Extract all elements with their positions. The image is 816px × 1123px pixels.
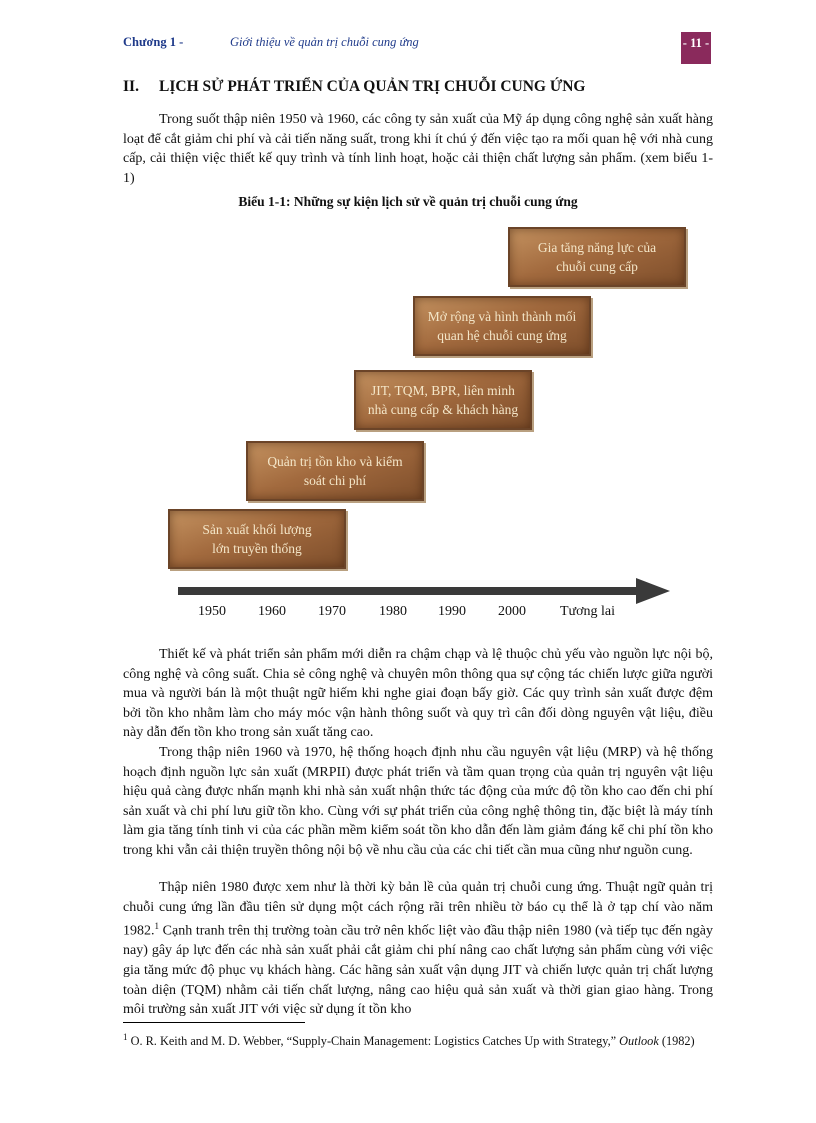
timeline-arrow bbox=[178, 578, 670, 604]
step-label: Sản xuất khối lượng lớn truyền thống bbox=[202, 522, 312, 556]
paragraph-1: Trong suốt thập niên 1950 và 1960, các công ty sản xuất của Mỹ áp dụng công nghệ sản xuất hàng loạt để cắt giảm chi phí và cải tiến năng suất, trong khi ít chú ý đến việc tạo ra mối quan hệ với nhà cung cấp, cải thiện việc thiết kế quy trình và tính linh hoạt, hoặc cải thiện chất lượng sản phẩm. (xem biểu 1-1) bbox=[123, 112, 713, 186]
footnote-divider bbox=[123, 1022, 305, 1023]
figure-title: Biểu 1-1: Những sự kiện lịch sử về quản trị chuỗi cung ứng bbox=[238, 194, 578, 209]
section-number: II. bbox=[123, 78, 139, 95]
paragraph-3: Trong thập niên 1960 và 1970, hệ thống hoạch định nhu cầu nguyên vật liệu (MRP) và hệ thống hoạch định nguồn lực sản xuất (MRPII) được phát triển và tầm quan trọng của quản trị nguyên vật liệu hiệu quả càng được nhấn mạnh khi nhà sản xuất nhận thức tác động của mức độ tồn kho cao đến chi phí sản xuất và chi phí lưu giữ tồn kho. Cùng với sự phát triển của công nghệ thông tin, đặc biệt là máy tính làm gia tăng tính tinh vi của các phần mềm kiểm soát tồn kho dẫn đến làm giảm đáng kể chi phí tồn kho trong khi vẫn cải thiện truyền thông nội bộ về nhu cầu của các chi tiết cần mua cũng như nguồn cung. bbox=[123, 745, 713, 858]
timeline-step-2 bbox=[246, 441, 424, 501]
step-label: Quản trị tồn kho và kiểm soát chi phí bbox=[267, 454, 403, 488]
footnote-text-a: O. R. Keith and M. D. Webber, “Supply-Chain Management: Logistics Catches Up with Strategy,” bbox=[127, 1034, 620, 1049]
chapter-label: Chương 1 - bbox=[123, 35, 184, 49]
timeline-year: 1980 bbox=[379, 604, 407, 619]
timeline-year: Tương lai bbox=[560, 604, 616, 619]
step-label: JIT, TQM, BPR, liên minh nhà cung cấp & khách hàng bbox=[367, 383, 519, 417]
footnote-text-b: (1982) bbox=[658, 1034, 695, 1049]
footnote bbox=[123, 1032, 695, 1049]
chapter-title: Giới thiệu về quản trị chuỗi cung ứng bbox=[230, 35, 419, 49]
page-header bbox=[123, 32, 711, 56]
timeline-step-3 bbox=[354, 370, 532, 430]
timeline-year: 1960 bbox=[258, 604, 286, 619]
paragraph-2: Thiết kế và phát triển sản phẩm mới diễn ra chậm chạp và lệ thuộc chủ yếu vào nguồn lực nội bộ, công nghệ và công suất. Chia sẻ công nghệ và chuyên môn thông qua sự cộng tác chiến lược giữa người mua và người bán là một thuật ngữ hiếm khi nghe giai đoạn bấy giờ. Các quy trình sản xuất được đệm bởi tồn kho nhằm làm cho máy móc vận hành thông suốt và quy trì cân đối dòng nguyên vật liệu, điều này dẫn đến tồn kho trong sản xuất tăng cao. bbox=[123, 647, 713, 741]
timeline-year: 1990 bbox=[438, 604, 466, 619]
timeline-step-4 bbox=[413, 296, 591, 356]
timeline-year: 1970 bbox=[318, 604, 346, 619]
footnote-ref: 1 bbox=[154, 921, 159, 932]
section-title: LỊCH SỬ PHÁT TRIỂN CỦA QUẢN TRỊ CHUỖI CUNG ỨNG bbox=[159, 78, 586, 95]
step-label: Gia tăng năng lực của chuỗi cung cấp bbox=[537, 240, 657, 274]
step-label: Mở rộng và hình thành mối quan hệ chuỗi cung ứng bbox=[427, 309, 577, 343]
page-number: - 11 - bbox=[681, 32, 711, 64]
paragraph-4-part-a: Thập niên 1980 được xem như là thời kỳ bản lề của quản trị chuỗi cung ứng. Thuật ngữ quản trị chuỗi cung ứng lần đầu tiên sử dụng một cách rộng rãi trên nhiều tờ báo cụ thể là ở tạp chí vào năm 1982. bbox=[123, 880, 713, 939]
paragraph-4 bbox=[123, 878, 713, 1020]
timeline-year: 1950 bbox=[198, 604, 226, 619]
footnote-journal: Outlook bbox=[619, 1034, 659, 1049]
timeline-step-5 bbox=[508, 227, 686, 287]
section-heading bbox=[123, 78, 585, 96]
paragraph-4-part-b: Cạnh tranh trên thị trường toàn cầu trở nên khốc liệt vào đầu thập niên 1980 (và tiếp tục đến ngày nay) gây áp lực đến các nhà sản xuất phải cắt giảm chi phí nâng cao chất lượng sản phẩm cùng với việc gia tăng mức độ phục vụ khách hàng. Các hãng sản xuất vận dụng JIT và chiến lược quản trị chất lượng toàn diện (TQM) nhằm cải tiến chất lượng, nâng cao hiệu quả sản xuất và thời gian giao hàng. Trong môi trường sản xuất JIT với việc sử dụng ít tồn kho bbox=[123, 923, 713, 1018]
timeline-year: 2000 bbox=[498, 604, 526, 619]
timeline-step-1 bbox=[168, 509, 346, 569]
footnote-mark: 1 bbox=[123, 1032, 128, 1042]
